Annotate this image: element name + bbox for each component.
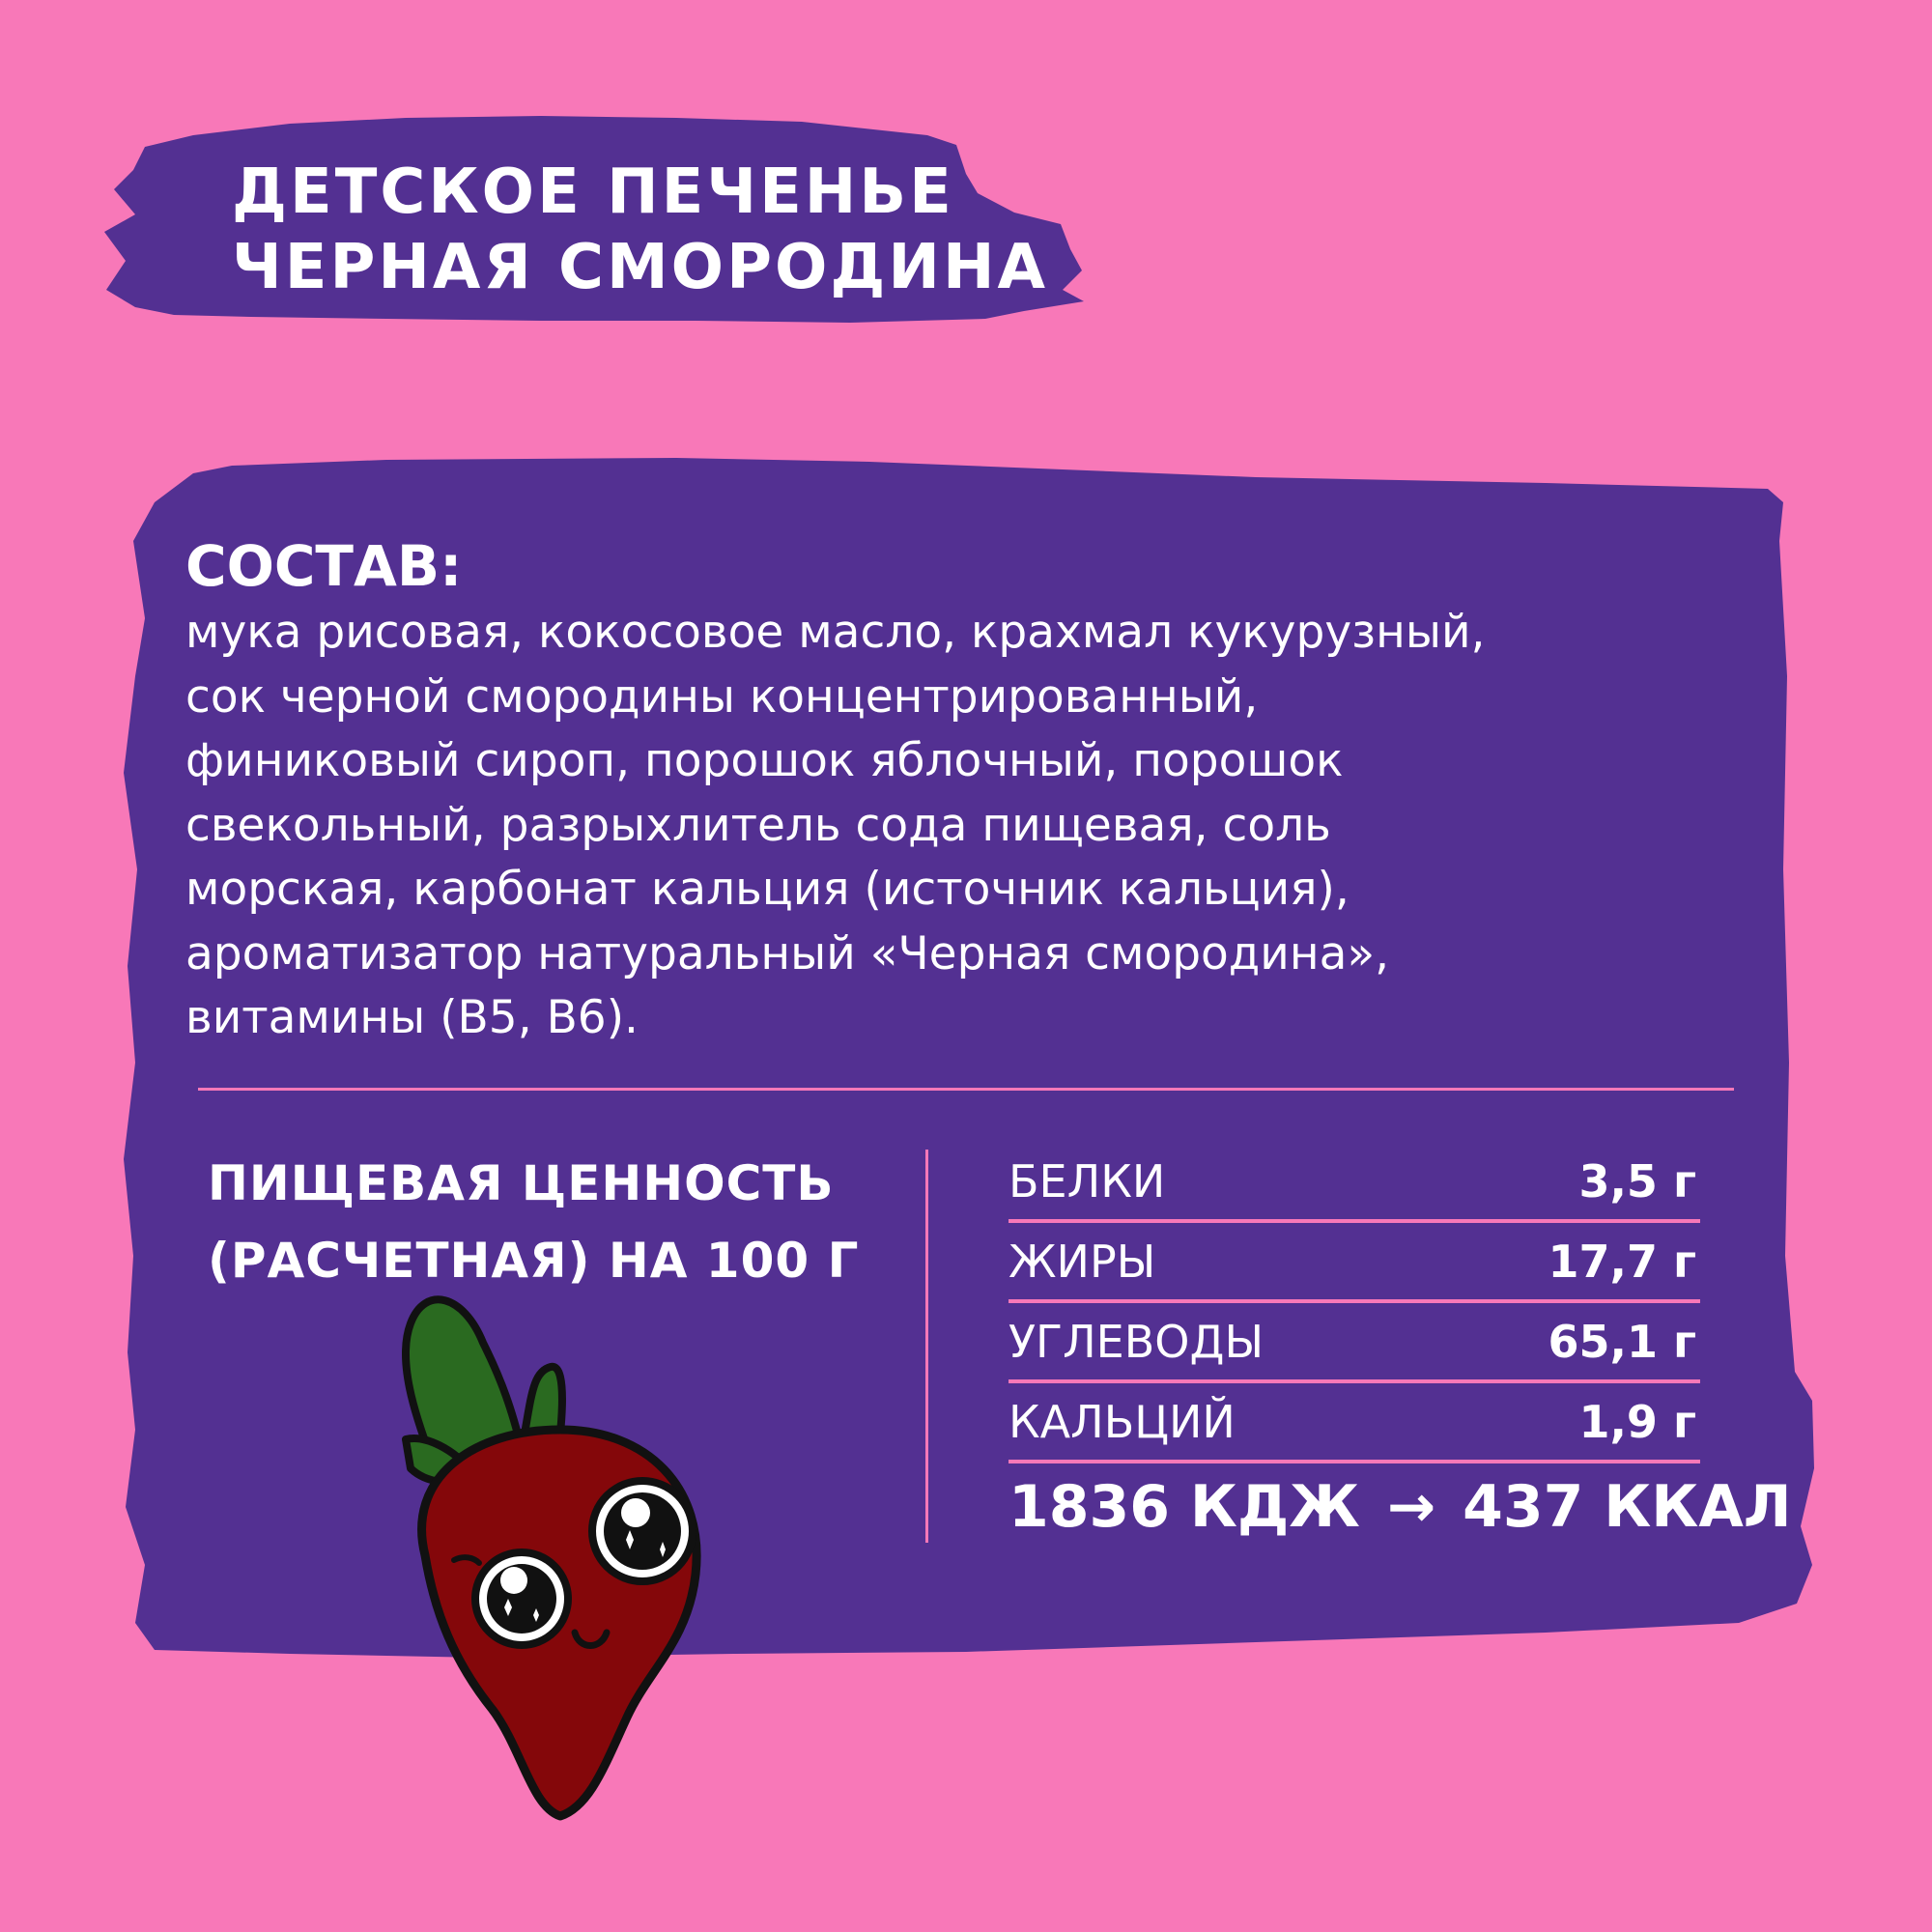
composition-line: сок черной смородины концентрированный,	[185, 669, 1259, 724]
energy-value	[1009, 1473, 1792, 1541]
composition-heading: СОСТАВ:	[185, 533, 463, 599]
composition-line: ароматизатор натуральный «Черная смородина»,	[185, 926, 1390, 980]
nutrition-heading-line-2: (РАСЧЕТНАЯ) НА 100 Г	[208, 1233, 860, 1289]
composition-line: свекольный, разрыхлитель сода пищевая, соль	[185, 798, 1331, 852]
nutrition-table	[1009, 1143, 1700, 1463]
beet-character-icon	[386, 1265, 773, 1864]
nutrient-value: 17,7 г	[1548, 1235, 1696, 1288]
nutrition-row	[1009, 1143, 1700, 1223]
nutrition-row	[1009, 1303, 1700, 1383]
energy-kj: 1836 КДЖ	[1009, 1473, 1360, 1541]
nutrient-value: 1,9 г	[1578, 1395, 1696, 1448]
arrow-right-icon: →	[1386, 1473, 1436, 1541]
composition-line: морская, карбонат кальция (источник кальция),	[185, 863, 1350, 916]
energy-kcal: 437 ККАЛ	[1463, 1473, 1792, 1541]
nutrient-label: УГЛЕВОДЫ	[1009, 1315, 1264, 1368]
column-divider	[925, 1150, 928, 1543]
composition-line: витамины (B5, B6).	[185, 991, 639, 1044]
nutrient-value: 3,5 г	[1578, 1154, 1696, 1208]
nutrition-heading-line-1: ПИЩЕВАЯ ЦЕННОСТЬ	[208, 1155, 835, 1211]
title-line-1: ДЕТСКОЕ ПЕЧЕНЬЕ	[232, 156, 954, 228]
composition-line: мука рисовая, кокосовое масло, крахмал кукурузный,	[185, 606, 1486, 659]
nutrition-row	[1009, 1223, 1700, 1303]
title-line-2: ЧЕРНАЯ СМОРОДИНА	[232, 232, 1049, 303]
nutrient-label: ЖИРЫ	[1009, 1235, 1156, 1288]
composition-text	[185, 601, 1692, 1051]
nutrient-label: БЕЛКИ	[1009, 1154, 1166, 1208]
product-title	[232, 155, 1048, 305]
nutrient-value: 65,1 г	[1548, 1315, 1696, 1368]
nutrient-label: КАЛЬЦИЙ	[1009, 1395, 1236, 1448]
nutrition-row	[1009, 1383, 1700, 1463]
composition-line: финиковый сироп, порошок яблочный, порошок	[185, 734, 1344, 787]
section-divider	[198, 1088, 1734, 1091]
